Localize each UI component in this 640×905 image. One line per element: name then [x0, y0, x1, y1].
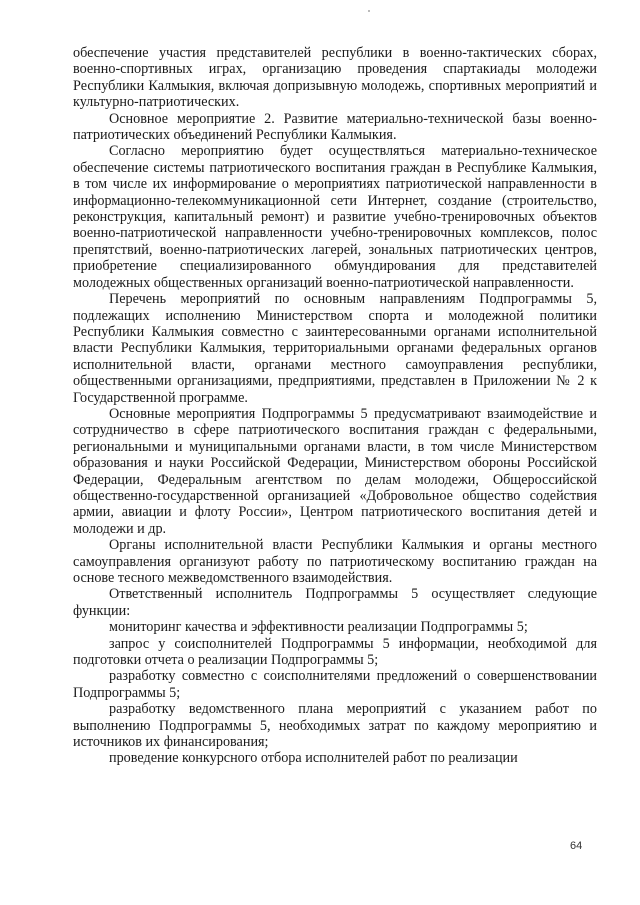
scan-mark — [368, 10, 370, 12]
paragraph-4: Перечень мероприятий по основным направлениям Подпрограммы 5, подлежащих исполнению Министерством спорта и молодежной политики Республики Калмыкия совместно с заинтересованными органами исполнительной власти Республики Калмыкия, территориальными органами федеральных органов исполнительной власти, органами местного самоуправления республики, общественными организациями, предприятиями, представлен в Приложении № 2 к Государственной программе. — [73, 291, 597, 406]
paragraph-5: Основные мероприятия Подпрограммы 5 предусматривают взаимодействие и сотрудничество в сфере патриотического воспитания граждан с федеральными, региональными и муниципальными органами власти, в том числе Министерством образования и науки Российской Федерации, Министерством обороны Российской Федерации, Федеральным агентством по делам молодежи, Общероссийской общественно-государственной организацией «Добровольное общество содействия армии, авиации и флоту России», Центром патриотического воспитания детей и молодежи и др. — [73, 405, 597, 537]
paragraph-8: мониторинг качества и эффективности реализации Подпрограммы 5; — [109, 619, 528, 636]
paragraph-1: обеспечение участия представителей республики в военно-тактических сборах, военно-спортивных играх, организацию проведения спартакиады молодежи Республики Калмыкия, включая допризывную молодежь, спортивных мероприятий и культурно-патриотических. — [73, 45, 597, 111]
paragraph-9: запрос у соисполнителей Подпрограммы 5 информации, необходимой для подготовки отчета о реализации Подпрограммы 5; — [73, 635, 597, 669]
paragraph-12: проведение конкурсного отбора исполнителей работ по реализации — [109, 750, 518, 767]
page-number: 64 — [570, 840, 583, 852]
paragraph-10: разработку совместно с соисполнителями предложений о совершенствовании Подпрограммы 5; — [73, 668, 597, 701]
paragraph-2: Основное мероприятие 2. Развитие материально-технической базы военно-патриотических объединений Республики Калмыкия. — [73, 110, 597, 144]
paragraph-7: Ответственный исполнитель Подпрограммы 5 осуществляет следующие функции: — [73, 586, 597, 619]
document-body — [73, 45, 597, 767]
paragraph-3: Согласно мероприятию будет осуществляться материально-техническое обеспечение системы патриотического воспитания граждан в Республике Калмыкия, в том числе их информирование о мероприятиях патриотической направленности в информационно-телекоммуникационной сети Интернет, создание (строительство, реконструкция, капитальный ремонт) и развитие учебно-тренировочных объектов военно-патриотической направленности учебно-тренировочных комплексов, полос препятствий, военно-патриотических лагерей, зональных патриотических центров, приобретение специализированного обмундирования для представителей молодежных общественных организаций военно-патриотической направленности. — [73, 143, 597, 291]
paragraph-6: Органы исполнительной власти Республики Калмыкия и органы местного самоуправления организуют работу по патриотическому воспитанию граждан на основе тесного межведомственного взаимодействия. — [73, 537, 597, 586]
paragraph-11: разработку ведомственного плана мероприятий с указанием работ по выполнению Подпрограммы 5, необходимых затрат по каждому мероприятию и источников их финансирования; — [73, 701, 597, 751]
